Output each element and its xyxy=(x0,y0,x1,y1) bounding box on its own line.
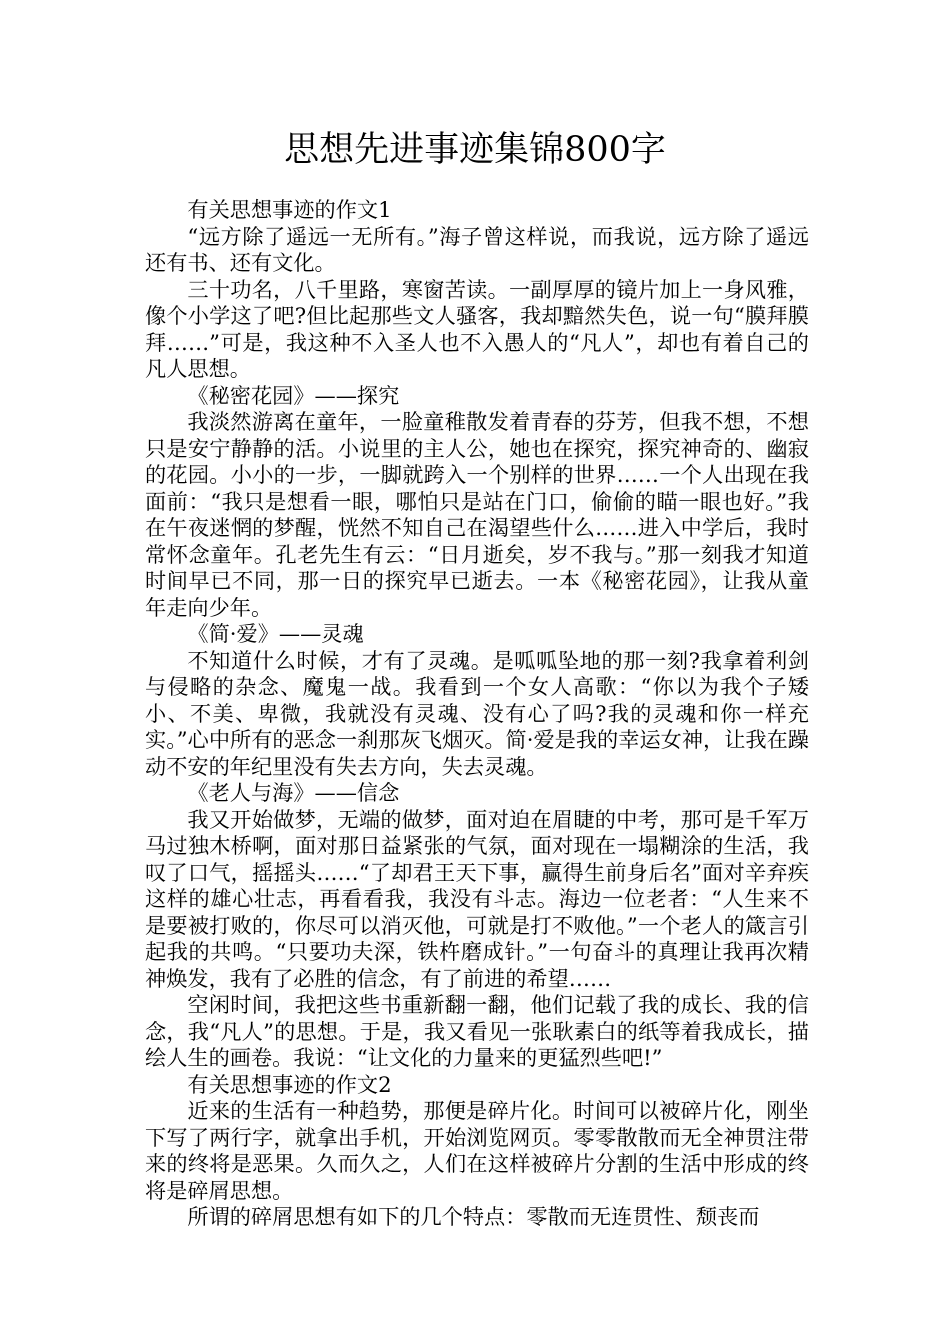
document-body xyxy=(145,197,809,1231)
paragraph: 三十功名，八千里路，寒窗苦读。一副厚厚的镜片加上一身风雅，像个小学这了吧?但比起那些文人骚客，我却黯然失色，说一句“膜拜膜拜……”可是，我这种不入圣人也不入愚人的“凡人”，却也有着自己的凡人思想。 xyxy=(145,276,809,381)
section-heading-jane-eyre: 《简·爱》——灵魂 xyxy=(187,621,364,646)
paragraph: 我淡然游离在童年，一脸童稚散发着青春的芬芳，但我不想，不想只是安宁静静的活。小说里的主人公，她也在探究，探究神奇的、幽寂的花园。小小的一步，一脚就跨入一个别样的世界……一个人出现在我面前：“我只是想看一眼，哪怕只是站在门口，偷偷的瞄一眼也好。”我在午夜迷惘的梦醒，恍然不知自己在渴望些什么……进入中学后，我时常怀念童年。孔老先生有云：“日月逝矣，岁不我与。”那一刻我才知道时间早已不同，那一日的探究早已逝去。一本《秘密花园》，让我从童年走向少年。 xyxy=(145,409,809,620)
document-title: 思想先进事迹集锦800字 xyxy=(284,130,666,170)
paragraph-essay-1-heading: 有关思想事迹的作文1 xyxy=(187,197,392,222)
section-heading-secret-garden: 《秘密花园》——探究 xyxy=(187,382,400,408)
paragraph: 近来的生活有一种趋势，那便是碎片化。时间可以被碎片化，刚坐下写了两行字，就拿出手机，开始浏览网页。零零散散而无全神贯注带来的终将是恶果。久而久之，人们在这样被碎片分割的生活中形成的终将是碎屑思想。 xyxy=(145,1098,809,1203)
paragraph: “远方除了遥远一无所有。”海子曾这样说，而我说，远方除了遥远还有书、还有文化。 xyxy=(145,223,809,275)
paragraph: 我又开始做梦，无端的做梦，面对迫在眉睫的中考，那可是千军万马过独木桥啊，面对那日益紧张的气氛，面对现在一塌糊涂的生活，我叹了口气，摇摇头……“了却君王天下事，赢得生前身后名”面对辛弃疾这样的雄心壮志，再看看我，我没有斗志。海边一位老者：“人生来不是要被打败的，你尽可以消灭他，可就是打不败他。”一个老人的箴言引起我的共鸣。“只要功夫深，铁杵磨成针。”一句奋斗的真理让我再次精神焕发，我有了必胜的信念，有了前进的希望…… xyxy=(145,806,809,991)
paragraph: 空闲时间，我把这些书重新翻一翻，他们记载了我的成长、我的信念，我“凡人”的思想。于是，我又看见一张耿素白的纸等着我成长，描绘人生的画卷。我说：“让文化的力量来的更猛烈些吧!” xyxy=(145,992,809,1070)
paragraph-essay-2-heading: 有关思想事迹的作文2 xyxy=(187,1071,392,1097)
paragraph: 不知道什么时候，才有了灵魂。是呱呱坠地的那一刻?我拿着利剑与侵略的杂念、魔鬼一战。我看到一个女人高歌：“你以为我个子矮小、不美、卑微，我就没有灵魂、没有心了吗?我的灵魂和你一样充实。”心中所有的恶念一刹那灰飞烟灭。简·爱是我的幸运女神，让我在躁动不安的年纪里没有失去方向，失去灵魂。 xyxy=(145,647,809,779)
section-heading-old-man-and-sea: 《老人与海》——信念 xyxy=(187,780,400,805)
paragraph: 所谓的碎屑思想有如下的几个特点：零散而无连贯性、颓丧而 xyxy=(187,1204,760,1229)
